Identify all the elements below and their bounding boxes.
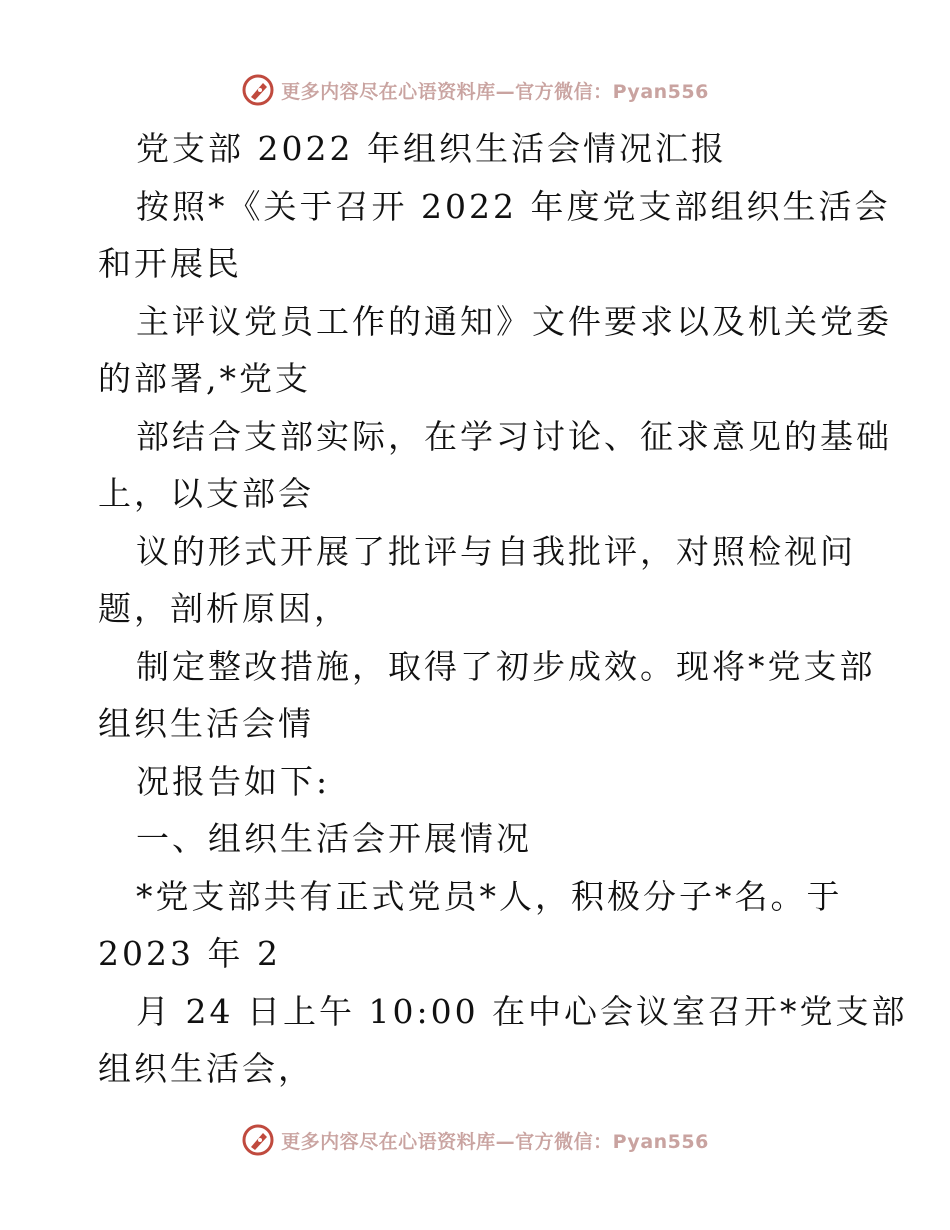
- pen-nib-circle-icon: [241, 73, 275, 107]
- document-body: [98, 120, 908, 1098]
- watermark-banner-bottom: [0, 1120, 950, 1160]
- doc-line: 上，以支部会: [98, 474, 314, 513]
- section-heading: 一、组织生活会开展情况: [136, 819, 532, 858]
- doc-line: 部结合支部实际，在学习讨论、征求意见的基础: [136, 416, 892, 456]
- pen-nib-circle-icon: [241, 1123, 275, 1157]
- doc-line: *党支部共有正式党员*人，积极分子*名。于: [136, 876, 843, 916]
- doc-line: 按照*《关于召开 2022 年度党支部组织生活会: [136, 186, 891, 226]
- doc-line: 月 24 日上午 10:00 在中心会议室召开*党支部: [136, 991, 908, 1031]
- doc-line: 议的形式开展了批评与自我批评，对照检视问: [136, 531, 856, 571]
- watermark-text: 更多内容尽在心语资料库—官方微信：Pyan556: [281, 1130, 709, 1153]
- doc-line: 和开展民: [98, 244, 242, 283]
- doc-line: 的部署,*党支: [98, 359, 311, 398]
- doc-line: 组织生活会，: [98, 1049, 314, 1088]
- doc-line: 制定整改措施，取得了初步成效。现将*党支部: [136, 646, 876, 686]
- watermark-text: 更多内容尽在心语资料库—官方微信：Pyan556: [281, 80, 709, 103]
- doc-line: 组织生活会情: [98, 704, 314, 743]
- doc-line: 2023 年 2: [98, 934, 281, 973]
- doc-line: 况报告如下:: [136, 761, 331, 801]
- doc-title: 党支部 2022 年组织生活会情况汇报: [136, 129, 727, 168]
- doc-line: 主评议党员工作的通知》文件要求以及机关党委: [136, 301, 892, 341]
- watermark-banner-top: [0, 70, 950, 110]
- doc-line: 题，剖析原因，: [98, 589, 350, 628]
